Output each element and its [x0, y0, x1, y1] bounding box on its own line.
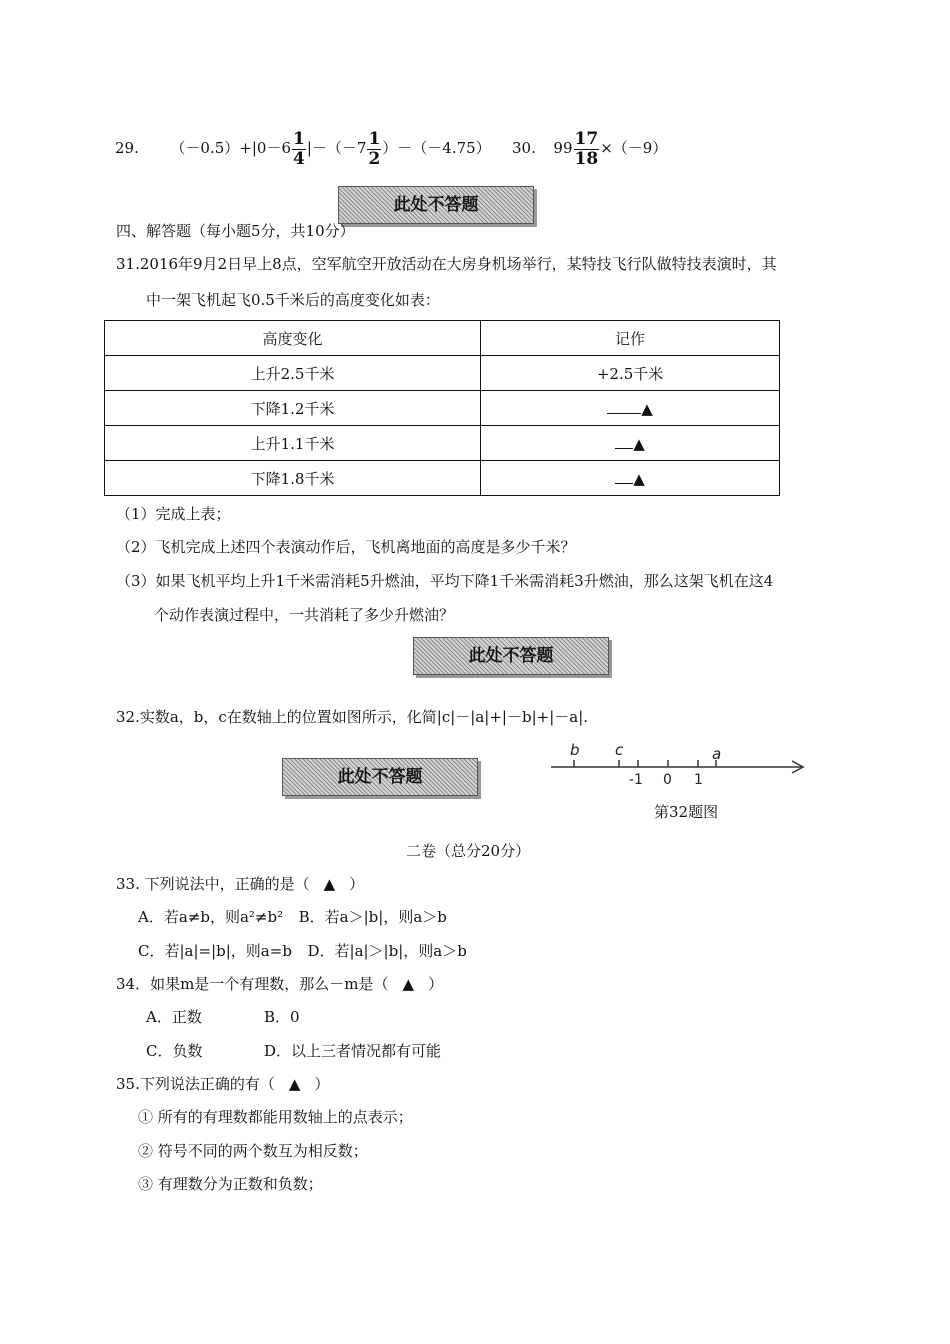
q33-option-c: C．若|a|=|b|，则a=b [138, 942, 292, 960]
header-change: 高度变化 [105, 321, 481, 356]
table-row [105, 356, 780, 391]
q33-option-a: A．若a≠b，则a²≠b² [138, 908, 284, 926]
q33-option-b: B．若a＞|b|，则a＞b [298, 908, 447, 926]
part2-title: 二卷（总分20分） [406, 842, 531, 860]
q33-stem: 33. 下列说法中，正确的是（ ▲ ） [116, 875, 365, 893]
q34-option-d: D．以上三者情况都有可能 [264, 1042, 442, 1060]
q34-stem: 34．如果m是一个有理数，那么－m是（ ▲ ） [116, 975, 444, 993]
answer-mark: ▲ [323, 875, 336, 893]
q31-sub1: （1）完成上表； [116, 505, 231, 523]
q33-option-d: D．若|a|＞|b|，则a＞b [307, 942, 467, 960]
no-answer-stamp-2: 此处不答题 [413, 637, 609, 675]
q29-number: 29. [115, 139, 139, 157]
label-a: a [712, 745, 722, 763]
q31-sub3-line2: 个动作表演过程中，一共消耗了多少升燃油？ [154, 606, 455, 624]
no-answer-stamp-3: 此处不答题 [282, 758, 478, 796]
q30-whole: 99 [553, 139, 573, 157]
question-29 [115, 128, 491, 174]
figure-caption: 第32题图 [654, 803, 719, 821]
row-change: 下降1.8千米 [105, 461, 481, 496]
number-line-figure [546, 740, 816, 790]
q34-option-a: A．正数 [146, 1008, 202, 1026]
row-change: 上升1.1千米 [105, 426, 481, 461]
q35-item-1: ① 所有的有理数都能用数轴上的点表示； [138, 1108, 413, 1126]
q30-rest: ×（－9） [600, 139, 668, 157]
q29-part1: （－0.5）+|0－6 [170, 139, 291, 157]
q30-fraction: $\frac{17}{18}$ [574, 128, 599, 169]
answer-mark: ▲ [402, 975, 415, 993]
q34-option-b: B．0 [264, 1008, 300, 1026]
row-change: 下降1.2千米 [105, 391, 481, 426]
table-row [105, 426, 780, 461]
q29-fraction-1: $\frac{1}{4}$ [293, 128, 305, 169]
height-change-table [104, 320, 780, 496]
label-b: b [570, 741, 580, 759]
q29-part3: ）－（－4.75） [382, 139, 491, 157]
question-30 [512, 128, 667, 174]
row-note-blank[interactable]: ▲ [481, 461, 780, 496]
row-change: 上升2.5千米 [105, 356, 481, 391]
table-row [105, 461, 780, 496]
q29-part2: |－（－7 [306, 139, 367, 157]
row-note: +2.5千米 [481, 356, 780, 391]
q33-row2 [138, 940, 467, 961]
q29-fraction-2: $\frac{1}{2}$ [368, 128, 381, 169]
label-c: c [615, 741, 624, 759]
q31-line2: 中一架飞机起飞0.5千米后的高度变化如表： [146, 291, 440, 309]
q35-stem: 35.下列说法正确的有（ ▲ ） [116, 1075, 330, 1093]
table-header-row [105, 321, 780, 356]
q31-sub2: （2）飞机完成上述四个表演动作后，飞机离地面的高度是多少千米？ [116, 538, 576, 556]
label-zero: 0 [663, 772, 672, 788]
no-answer-stamp-1: 此处不答题 [338, 186, 534, 224]
q30-number: 30. [512, 139, 536, 157]
q33-row1 [138, 906, 447, 927]
section4-title: 四、解答题（每小题5分，共10分） [116, 222, 355, 240]
header-note: 记作 [481, 321, 780, 356]
q32-text: 32.实数a，b，c在数轴上的位置如图所示，化简|c|－|a|+|－b|+|－a|. [116, 708, 589, 726]
q35-item-2: ② 符号不同的两个数互为相反数； [138, 1142, 368, 1160]
q34-option-c: C．负数 [146, 1042, 203, 1060]
row-note-blank[interactable]: ▲ [481, 391, 780, 426]
q35-item-3: ③ 有理数分为正数和负数； [138, 1175, 323, 1193]
table-row [105, 391, 780, 426]
label-neg1: -1 [629, 772, 643, 788]
q31-line1: 31.2016年9月2日早上8点，空军航空开放活动在大房身机场举行，某特技飞行队做特技表演时，其 [116, 255, 777, 273]
label-one: 1 [694, 772, 703, 788]
answer-mark: ▲ [288, 1075, 301, 1093]
row-note-blank[interactable]: ▲ [481, 426, 780, 461]
q31-sub3-line1: （3）如果飞机平均上升1千米需消耗5升燃油，平均下降1千米需消耗3升燃油，那么这架飞机在这4 [116, 572, 774, 590]
